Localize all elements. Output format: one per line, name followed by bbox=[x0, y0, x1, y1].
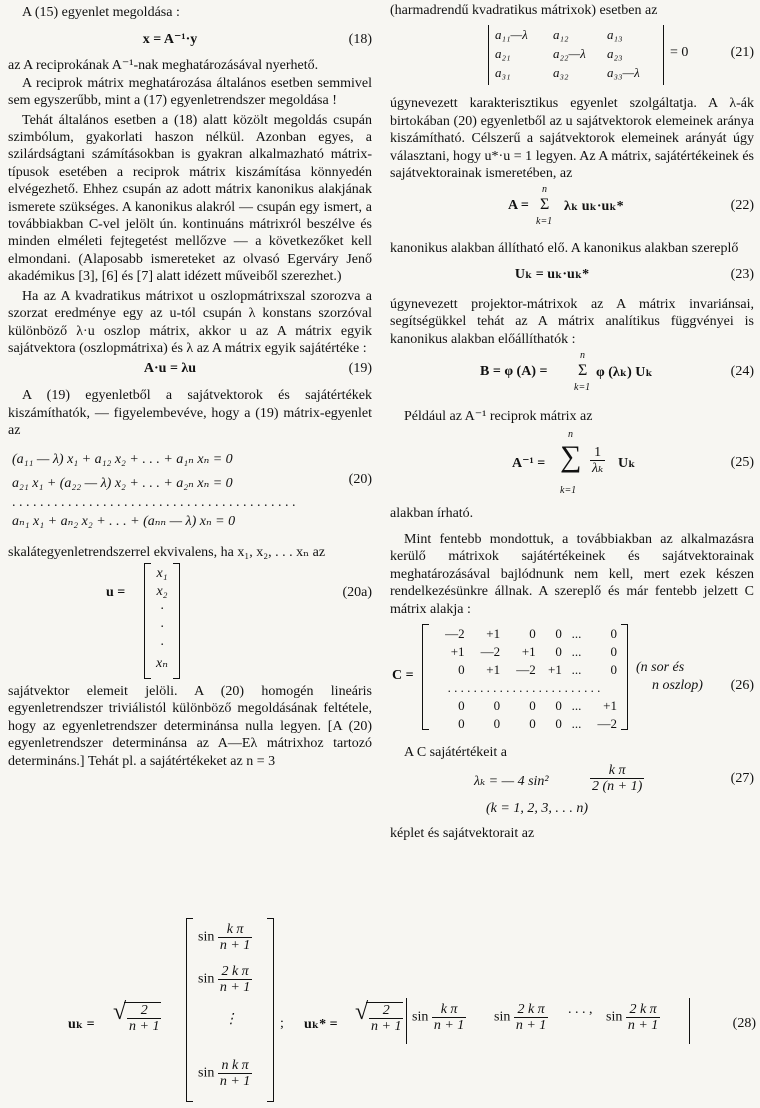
equation-28-separator: ; bbox=[280, 1016, 284, 1031]
matrix-cell: 0 bbox=[493, 697, 501, 713]
equation-27-range: (k = 1, 2, 3, . . . n) bbox=[486, 801, 588, 817]
equation-28-sqrt1-num: √ 2 bbox=[127, 1003, 161, 1019]
equation-26-matrix bbox=[422, 624, 628, 730]
matrix-cell: 0 bbox=[610, 625, 617, 641]
equation-21 bbox=[390, 25, 754, 87]
equation-20a-number: (20a) bbox=[342, 584, 372, 600]
equation-24-upper: n bbox=[580, 350, 585, 362]
matrix-cell: —2 bbox=[480, 643, 501, 659]
matrix-cell: 0 bbox=[555, 625, 562, 641]
column-entry: sin $\frac{\text{n k π}}{n + 1}$ bbox=[198, 1058, 251, 1089]
equation-23 bbox=[390, 260, 754, 290]
equation-19-formula: A·u = λu bbox=[143, 361, 197, 377]
matrix-cell: ... bbox=[571, 643, 582, 659]
equation-28-sqrt1 bbox=[124, 1002, 161, 1034]
equation-27-den: 2 (n + 1) bbox=[592, 779, 643, 795]
matrix-cell: 0 bbox=[555, 643, 562, 659]
equation-26-lhs: C = bbox=[392, 667, 414, 683]
matrix-cell: ... bbox=[571, 715, 582, 731]
right-p2: úgynevezett karakterisztikus egyenlet szolgáltatja. A λ-ák birtokában (20) egyenletből az u sajátvektorok elemeinek aránya kiszámítható. Célszerű a sajátvektorok elemeinek arányát úgy választani, hogy u*·u = 1 legyen. Az A mátrix, sajátértékeinek és sajátvektorainak ismeretében, az bbox=[390, 96, 754, 182]
equation-28-column-vector bbox=[186, 918, 274, 1102]
det-cell: a₁₂ bbox=[553, 26, 569, 42]
left-p7: skalátegyenletrendszerrel ekvivalens, ha x₁, x₂, . . . xₙ az bbox=[8, 544, 326, 560]
matrix-cell: ... bbox=[571, 625, 582, 641]
equation-25-num: 1 bbox=[590, 445, 605, 461]
equation-28-sqrt1-den: n + 1 bbox=[129, 1019, 160, 1034]
matrix-cell: ... bbox=[571, 697, 582, 713]
equation-25-lhs: A⁻¹ = bbox=[512, 456, 546, 472]
matrix-cell: —2 bbox=[516, 661, 536, 677]
matrix-cell: 0 bbox=[610, 661, 617, 677]
equation-24-sum: Σ bbox=[578, 362, 588, 380]
matrix-cell: +1 bbox=[521, 643, 536, 659]
right-p8: A C sajátértékeit a bbox=[404, 744, 508, 760]
equation-22-lower: k=1 bbox=[536, 216, 553, 228]
equation-26-note1: (n sor és bbox=[636, 659, 685, 675]
vector-entry: · bbox=[160, 637, 164, 653]
left-p8: sajátvektor elemeit jelöli. A (20) homogén lineáris egyenletrendszer triviálistól különböző megoldásának feltétele, hogy az egyenletrendszer determinánsa nulla legyen. [A (20) egyenletrendszer determinánsa az A—Eλ mátrixhoz tartozó determináns.] Tehát pl. a sajátértékeket az n = 3 bbox=[8, 683, 372, 769]
equation-27-num: k π bbox=[590, 763, 644, 779]
vector-entry: x₁ bbox=[156, 565, 168, 581]
right-p1: (harmadrendű kvadratikus mátrixok) esetben az bbox=[390, 3, 658, 18]
equation-20-number: (20) bbox=[348, 471, 372, 487]
left-column bbox=[8, 0, 372, 770]
row-entry: sin $\frac{\text{2 k π}}{n + 1}$ bbox=[494, 1002, 547, 1033]
equation-20 bbox=[8, 448, 372, 534]
equation-27 bbox=[390, 763, 754, 819]
row-entry: sin $\frac{\text{2 k π}}{n + 1}$ bbox=[606, 1002, 659, 1033]
det-cell: a₁₃ bbox=[607, 26, 623, 42]
matrix-cell: +1 bbox=[486, 661, 501, 677]
det-cell: a₃₁ bbox=[495, 64, 511, 80]
right-p4: úgynevezett projektor-mátrixok az A mátrix invariánsai, segítségükkel tehát az A mátrix analítikus függvényei is kanonikus alakban előállíthatók : bbox=[390, 296, 754, 347]
matrix-cell: +1 bbox=[548, 661, 562, 677]
matrix-cell: 0 bbox=[493, 715, 501, 731]
equation-18-formula: x = A⁻¹·y bbox=[142, 32, 198, 48]
matrix-cell: 0 bbox=[458, 715, 465, 731]
right-p5: Például az A⁻¹ reciprok mátrix az bbox=[404, 409, 593, 425]
equation-28 bbox=[8, 918, 756, 1104]
equation-23-formula: Uₖ = uₖ·uₖ* bbox=[514, 266, 590, 282]
equation-20a-lhs: u = bbox=[106, 584, 126, 600]
equation-22-number: (22) bbox=[730, 198, 754, 214]
equation-25-upper: n bbox=[568, 429, 573, 441]
equation-20-row: (a₁₁ — λ) x₁ + a₁₂ x₂ + . . . + a₁ₙ xₙ = 0 bbox=[12, 451, 233, 467]
det-cell: a₂₃ bbox=[607, 45, 623, 61]
equation-25-lower: k=1 bbox=[560, 485, 577, 497]
matrix-cell: 0 bbox=[555, 715, 562, 731]
equation-25-den: λₖ bbox=[592, 461, 604, 477]
equation-20-row: a₂₁ x₁ + (a₂₂ — λ) x₂ + . . . + a₂ₙ xₙ = 0 bbox=[12, 475, 233, 491]
matrix-dots-row: . . . . . . . . . . . . . . . . . . . . . . . . bbox=[447, 679, 601, 695]
left-p4: Tehát általános esetben a (18) alatt közölt megoldás csupán szimbólum, gyakorlati haszon nélkül. Azonban egyes, a szilárdságtani számításokban is gyakran alkalmazható mátrix-típusok esetében a reciprok mátrix kiszámítása könnyedén elvégezhető. Ehhez csupán az adott mátrix kanonikus alakjának ismerete szükséges. A kanonikus alakról — csupán egy ismert, a továbbiakban C-vel jelölt ún. kontinuáns mátrixról beszélve és minden elméleti fejtegetést mellőzve — a következőket kell elmondani. (Alaposabb ismereteket az olvasó Egerváry Jenő akadémikus [3], [6] és [7] alatt idézett műveiből szerezhet.) bbox=[8, 112, 372, 285]
row-entry: . . . , bbox=[568, 1001, 593, 1017]
equation-28-sqrt2 bbox=[366, 1002, 403, 1034]
vector-entry: · bbox=[160, 619, 164, 635]
equation-20-row: aₙ₁ x₁ + aₙ₂ x₂ + . . . + (aₙₙ — λ) xₙ = 0 bbox=[12, 513, 236, 529]
right-p6: alakban írható. bbox=[390, 506, 474, 522]
equation-21-determinant bbox=[488, 25, 664, 85]
vector-entry: x₂ bbox=[156, 583, 168, 599]
matrix-cell: ... bbox=[571, 661, 582, 677]
sum-icon: ∑ bbox=[560, 440, 582, 474]
right-p9: képlet és sajátvektorait az bbox=[390, 826, 535, 842]
matrix-cell: —2 bbox=[597, 715, 617, 731]
matrix-cell: +1 bbox=[450, 643, 465, 659]
equation-28-lhs2: uₖ* = bbox=[304, 1017, 338, 1032]
right-column bbox=[390, 0, 754, 843]
equation-28-sqrt2-den: n + 1 bbox=[371, 1019, 402, 1034]
equation-19-number: (19) bbox=[348, 361, 372, 377]
equation-26 bbox=[390, 624, 754, 734]
equation-27-number: (27) bbox=[730, 771, 754, 787]
matrix-cell: 0 bbox=[529, 625, 536, 641]
equation-21-rhs: = 0 bbox=[670, 45, 689, 61]
equation-22 bbox=[390, 184, 754, 234]
equation-22-upper: n bbox=[542, 184, 547, 196]
left-p3: A reciprok mátrix meghatározása általános esetben semmivel sem egyszerűbb, mint a (17) egyenletrendszer megoldása ! bbox=[8, 75, 372, 109]
equation-23-number: (23) bbox=[730, 266, 754, 282]
equation-27-lhs: λₖ = — 4 sin² bbox=[474, 774, 549, 790]
matrix-cell: 0 bbox=[458, 697, 465, 713]
det-cell: a₂₁ bbox=[495, 45, 511, 61]
equation-20a bbox=[8, 563, 372, 681]
equation-24 bbox=[390, 350, 754, 400]
equation-25-fraction bbox=[590, 445, 605, 476]
equation-25-number: (25) bbox=[730, 455, 754, 471]
equation-22-body: λₖ uₖ·uₖ* bbox=[564, 199, 624, 215]
matrix-cell: 0 bbox=[529, 697, 536, 713]
equation-24-lhs: B = φ (A) = bbox=[480, 364, 548, 380]
equation-21-number: (21) bbox=[730, 45, 754, 61]
column-entry: sin $\frac{\text{2 k π}}{n + 1}$ bbox=[198, 964, 251, 995]
det-cell: a₁₁—λ bbox=[495, 26, 528, 42]
right-p3: kanonikus alakban állítható elő. A kanonikus alakban szereplő bbox=[390, 241, 739, 257]
equation-27-fraction bbox=[590, 763, 644, 794]
equation-22-sum: Σ bbox=[540, 196, 550, 214]
matrix-cell: 0 bbox=[458, 661, 465, 677]
vector-entry: · bbox=[160, 601, 164, 617]
equation-26-note2: n oszlop) bbox=[652, 677, 703, 693]
det-cell: a₃₃—λ bbox=[607, 64, 640, 80]
matrix-cell: —2 bbox=[445, 625, 465, 641]
equation-24-lower: k=1 bbox=[574, 382, 591, 394]
equation-24-body: φ (λₖ) Uₖ bbox=[596, 365, 653, 381]
column-entry: sin $\frac{\text{k π}}{n + 1}$ bbox=[198, 922, 251, 953]
equation-19 bbox=[8, 357, 372, 381]
matrix-cell: 0 bbox=[529, 715, 536, 731]
vector-entry: xₙ bbox=[156, 655, 168, 671]
left-p5: Ha az A kvadratikus mátrixot u oszlopmátrixszal szorozva a szorzat eredménye egy az u-tól csupán λ konstans szorzóval különböző λ·u oszlop mátrix, akkor u az A mátrix egyik sajátvektora (oszlopmátrixa) és λ az A mátrix egyik sajátértéke : bbox=[8, 288, 372, 356]
matrix-cell: 0 bbox=[610, 643, 617, 659]
left-p2: az A reciprokának A⁻¹-nak meghatározásával nyerhető. bbox=[8, 58, 319, 74]
column-entry: ⋮ bbox=[224, 1011, 238, 1027]
equation-28-sqrt2-num: √ 2 bbox=[369, 1003, 403, 1019]
equation-22-lhs: A = bbox=[508, 198, 529, 214]
equation-28-lhs1: uₖ = bbox=[68, 1017, 95, 1032]
equation-20a-vector bbox=[144, 563, 180, 679]
matrix-cell: 0 bbox=[555, 697, 562, 713]
equation-28-number: (28) bbox=[732, 1016, 756, 1031]
equation-25-body: Uₖ bbox=[618, 456, 636, 472]
row-entry: sin $\frac{\text{k π}}{n + 1}$ bbox=[412, 1002, 465, 1033]
equation-18-number: (18) bbox=[348, 32, 372, 48]
equation-25 bbox=[390, 429, 754, 505]
equation-28-row-vector bbox=[406, 998, 690, 1044]
equation-20-row: . . . . . . . . . . . . . . . . . . . . . . . . . . . . . . . . . . . . . . . . . bbox=[12, 495, 296, 510]
right-p7: Mint fentebb mondottuk, a továbbiakban az alkalmazásra kerülő mátrixok sajátértékeinek és sajátvektorainak meghatározásával bajlódnunk nem kell, mert ezek készen rendelkezésünkre állnak. A szereplő és már fentebb jelzett C mátrix alakja : bbox=[390, 531, 754, 617]
det-cell: a₃₂ bbox=[553, 64, 569, 80]
equation-26-number: (26) bbox=[730, 677, 754, 693]
matrix-cell: +1 bbox=[486, 625, 501, 641]
det-cell: a₂₂—λ bbox=[553, 45, 586, 61]
matrix-cell: +1 bbox=[603, 697, 617, 713]
equation-24-number: (24) bbox=[730, 364, 754, 380]
equation-18 bbox=[8, 25, 372, 55]
left-p6: A (19) egyenletből a sajátvektorok és sajátértékek kiszámíthatók, — figyelembevéve, hogy a (19) mátrix-egyenlet az bbox=[8, 388, 372, 439]
left-p1: A (15) egyenlet megoldása : bbox=[22, 5, 180, 20]
